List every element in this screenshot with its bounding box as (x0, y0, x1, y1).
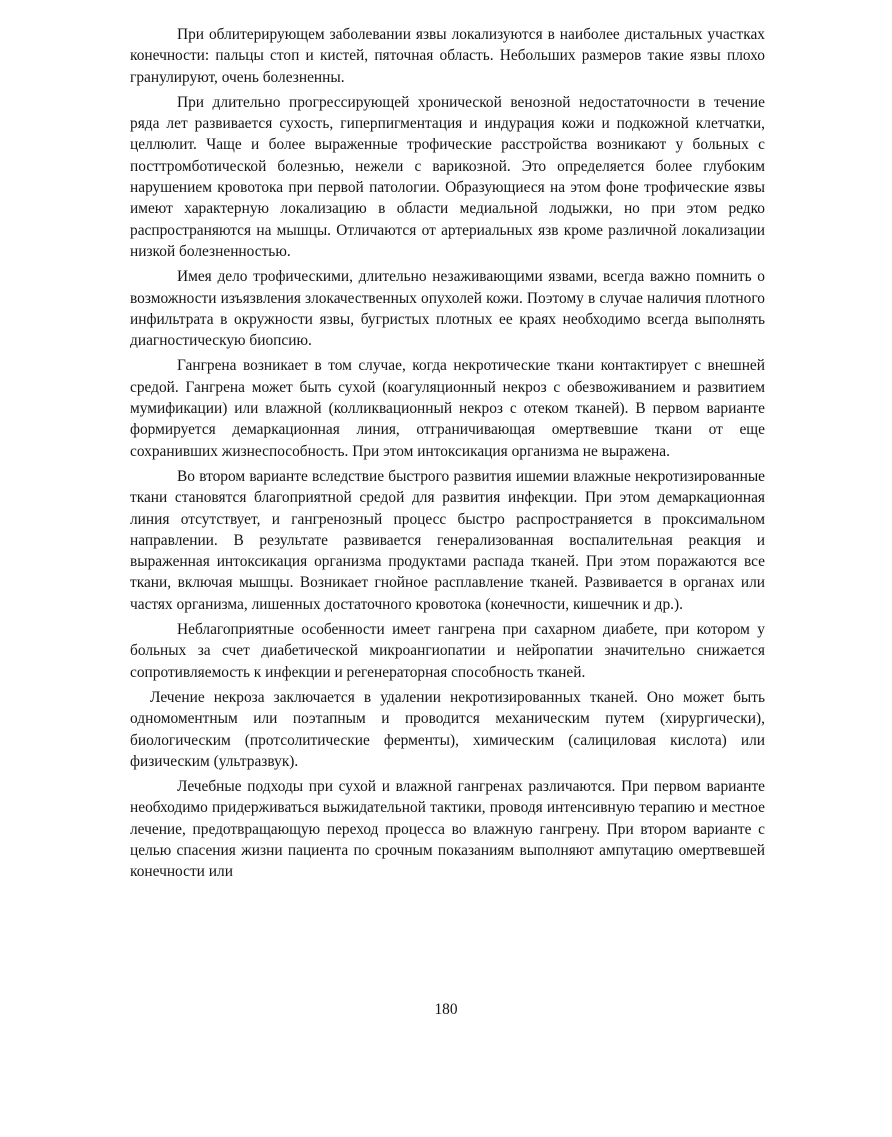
paragraph-wet-gangrene: Во втором варианте вследствие быстрого развития ишемии влажные некротизированные ткани становятся благоприятной средой для развития инфекции. При этом демаркационная линия отсутствует, и гангренозный процесс быстро распространяется в проксимальном направлении. В результате развивается генерализованная воспалительная реакция и выраженная интоксикация организма продуктами распада тканей. При этом поражаются все ткани, включая мышцы. Возникает гнойное расплавление тканей. Развивается в органах или частях организма, лишенных достаточного кровотока (конечности, кишечник и др.). (130, 467, 765, 613)
page-number: 180 (434, 1001, 458, 1018)
paragraph-necrosis-treatment: Лечение некроза заключается в удалении некротизированных тканей. Оно может быть одномоментным или поэтапным и проводится механическим путем (хирургически), биологическим (протсолитические ферменты), химическим (салициловая кислота) или физическим (ультразвук). (130, 688, 765, 770)
paragraph-obliterating-ulcers: При облитерирующем заболевании язвы локализуются в наиболее дистальных участках конечности: пальцы стоп и кистей, пяточная область. Небольших размеров такие язвы плохо гранулируют, очень болезненны. (130, 26, 765, 86)
page-body (130, 24, 765, 887)
paragraph-venous-insufficiency: При длительно прогрессирующей хронической венозной недостаточности в течение ряда лет развивается сухость, гиперпигментация и индурация кожи и подкожной клетчатки, целлюлит. Чаще и более выраженные трофические расстройства возникают у больных с посттромботической болезнью, нежели с варикозной. Это определяется более глубоким нарушением кровотока при первой патологии. Образующиеся на этом фоне трофические язвы имеют характерную локализацию в области медиальной лодыжки, но при этом редко распространяются на мышцы. Отличаются от артериальных язв кроме различной локализации низкой болезненностью. (130, 93, 765, 260)
paragraph-malignancy-biopsy: Имея дело трофическими, длительно незаживающими язвами, всегда важно помнить о возможности изъязвления злокачественных опухолей кожи. Поэтому в случае наличия плотного инфильтрата в окружности язвы, бугристых плотных ее краях необходимо всегда выполнять диагностическую биопсию. (130, 268, 765, 350)
paragraph-gangrene-definition: Гангрена возникает в том случае, когда некротические ткани контактирует с внешней средой. Гангрена может быть сухой (коагуляционный некроз с обезвоживанием и развитием мумификации) или влажной (колликвационный некроз с отеком тканей). В первом варианте формируется демаркационная линия, отграничивающая омертвевшие ткани от еще сохранивших жизнеспособность. При этом интоксикация организма не выражена. (130, 357, 765, 460)
paragraph-diabetic-gangrene: Неблагоприятные особенности имеет гангрена при сахарном диабете, при котором у больных за счет диабетической микроангиопатии и нейропатии значительно снижается сопротивляемость к инфекции и регенераторная способность тканей. (130, 621, 765, 681)
paragraph-treatment-approaches: Лечебные подходы при сухой и влажной гангренах различаются. При первом варианте необходимо придерживаться выжидательной тактики, проводя интенсивную терапию и местное лечение, предотвращающую переход процесса во влажную гангрену. При втором варианте с целью спасения жизни пациента по срочным показаниям выполняют ампутацию омертвевшей конечности или (130, 778, 765, 881)
